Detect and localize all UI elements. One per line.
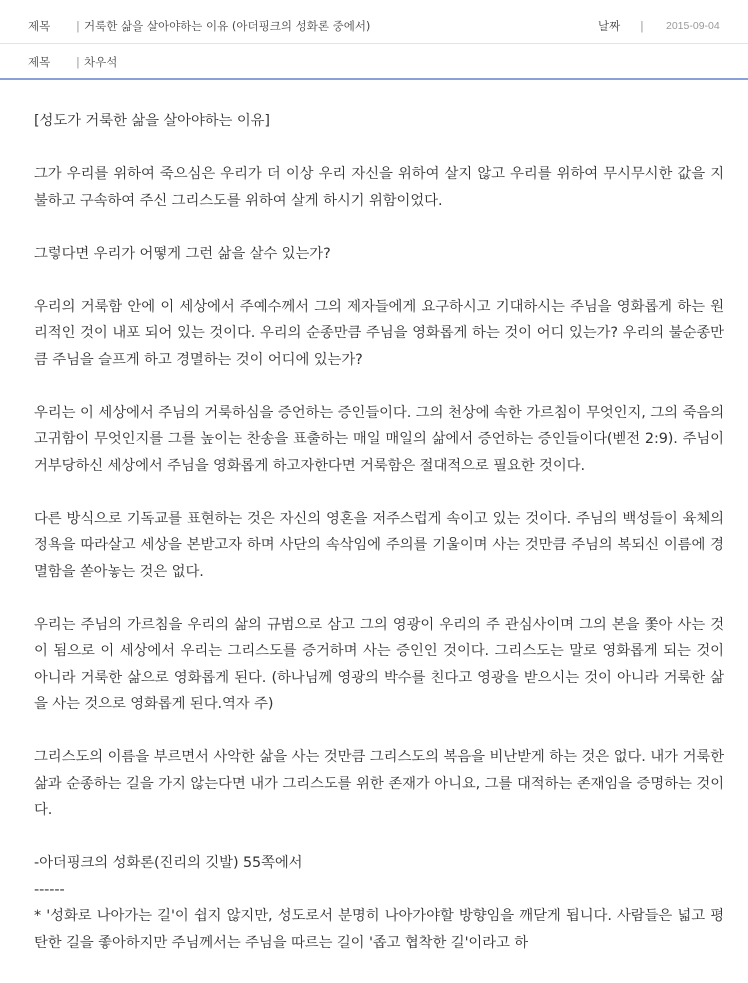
divider-line: ------	[34, 881, 65, 898]
post-title-row	[0, 8, 748, 44]
title-label: 제목	[28, 19, 51, 33]
paragraph-6: 우리는 주님의 가르침을 우리의 삶의 규범으로 삼고 그의 영광이 우리의 주 관심사이며 그의 본을 쫓아 사는 것이 됨으로 이 세상에서 우리는 그리스도를 증거하며 사는 증인인 것이다. 그리스도는 말로 영화롭게 되는 것이 아니라 거룩한 삶으로 영화롭게 된다. (하나님께 영광의 박수를 친다고 영광을 받으시는 것이 아니라 거룩한 삶을 사는 것으로 영화롭게 된다.역자 주)	[34, 616, 724, 712]
paragraph-1: 그가 우리를 위하여 죽으심은 우리가 더 이상 우리 자신을 위하여 살지 않고 우리를 위하여 무시무시한 값을 지불하고 구속하여 주신 그리스도를 위하여 살게 하시기 위함이었다.	[34, 166, 724, 209]
paragraph-3: 우리의 거룩함 안에 이 세상에서 주예수께서 그의 제자들에게 요구하시고 기대하시는 주님을 영화롭게 하는 원리적인 것이 내포 되어 있는 것이다. 우리의 순종만큼 주님을 영화롭게 하는 것이 어디 있는가? 우리의 불순종만큼 주님을 슬프게 하고 경멸하는 것이 어디에 있는가?	[34, 298, 724, 368]
post-body	[34, 108, 724, 983]
post-heading: [성도가 거룩한 삶을 살아야하는 이유]	[34, 113, 270, 129]
date-label: 날짜	[598, 19, 621, 33]
author-label: 제목	[28, 55, 51, 69]
post-date: 2015-09-04	[666, 20, 720, 32]
post-title: 거룩한 삶을 살아야하는 이유 (아더핑크의 성화론 중에서)	[84, 19, 371, 33]
author-separator: |	[76, 55, 80, 69]
paragraph-5: 다른 방식으로 기독교를 표현하는 것은 자신의 영혼을 저주스럽게 속이고 있는 것이다. 주님의 백성들이 육체의 정욕을 따라살고 세상을 본받고자 하며 사단의 속삭임에 주의를 기울이며 사는 것만큼 주님의 복되신 이름에 경멸함을 쏟아놓는 것은 없다.	[34, 510, 724, 580]
paragraph-7: 그리스도의 이름을 부르면서 사악한 삶을 사는 것만큼 그리스도의 복음을 비난받게 하는 것은 없다. 내가 거룩한 삶과 순종하는 길을 가지 않는다면 내가 그리스도를 위한 존재가 아니요, 그를 대적하는 존재임을 증명하는 것이다.	[34, 749, 724, 818]
author-note: * '성화로 나아가는 길'이 쉽지 않지만, 성도로서 분명히 나아가야할 방향임을 깨닫게 됩니다. 사람들은 넓고 평탄한 길을 좋아하지만 주님께서는 주님을 따르는 길이 '좁고 협착한 길'이라고 하	[34, 908, 724, 951]
title-separator: |	[76, 19, 80, 33]
post-author: 차우석	[84, 55, 118, 69]
paragraph-4: 우리는 이 세상에서 주님의 거룩하심을 증언하는 증인들이다. 그의 천상에 속한 가르침이 무엇인지, 그의 죽음의 고귀함이 무엇인지를 그를 높이는 찬송을 표출하는 매일 매일의 삶에서 증언하는 증인들이다(벧전 2:9). 주님이 거부당하신 세상에서 주님을 영화롭게 하고자한다면 거룩함은 절대적으로 필요한 것이다.	[34, 404, 724, 474]
source-citation: -아더핑크의 성화론(진리의 깃발) 55쪽에서	[34, 855, 303, 871]
date-separator: |	[640, 19, 644, 33]
paragraph-2: 그렇다면 우리가 어떻게 그런 삶을 살수 있는가?	[34, 245, 331, 262]
post-author-row	[0, 44, 748, 80]
